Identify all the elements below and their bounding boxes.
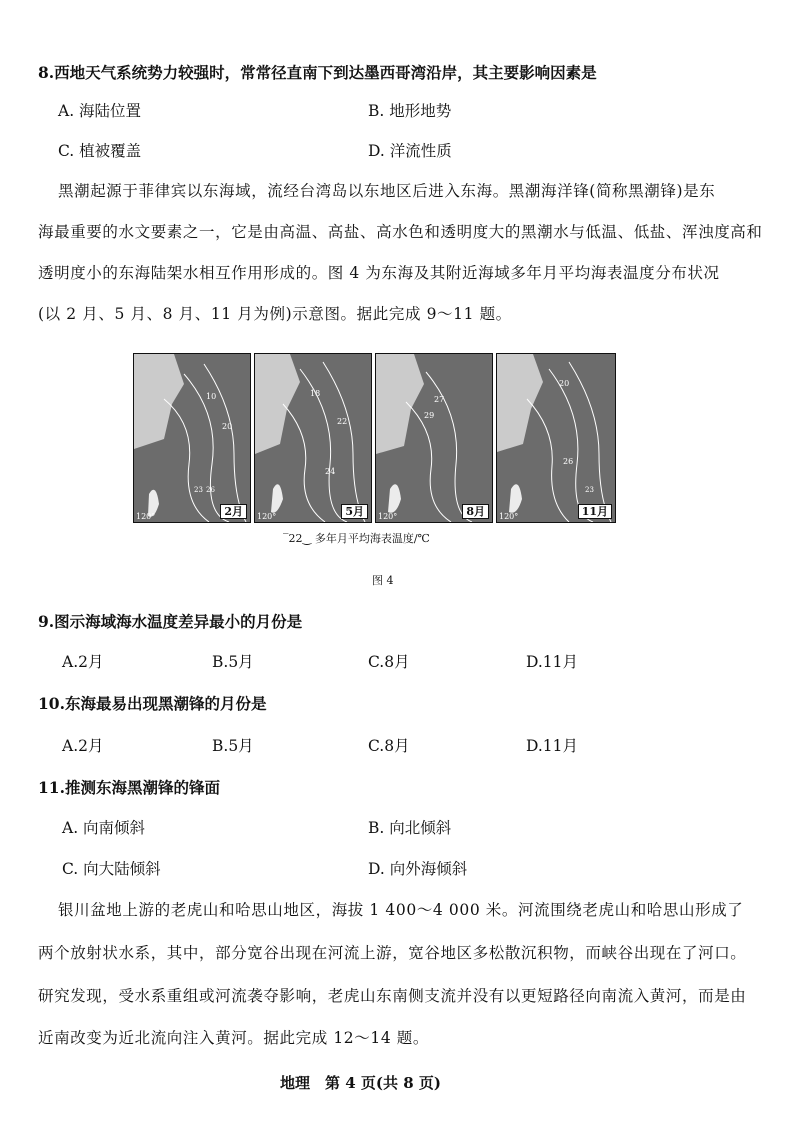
isotherm-label-may-3: 24 (325, 467, 336, 476)
q11-option-b[interactable]: B. 向北倾斜 (368, 819, 452, 837)
figure-4 (133, 353, 616, 525)
month-label-aug: 8月 (462, 504, 489, 519)
month-label-nov: 11月 (578, 504, 612, 519)
lon-label-may: 120° (257, 512, 277, 521)
isotherm-map-may (255, 354, 372, 523)
map-panel-feb (133, 353, 251, 523)
figure-legend: ‾22‿ 多年月平均海表温度/℃ (283, 532, 430, 545)
isotherm-label-may-1: 18 (310, 389, 321, 398)
month-label-may: 5月 (341, 504, 368, 519)
q10-option-d[interactable]: D.11月 (526, 737, 579, 755)
q10-option-a[interactable]: A.2月 (62, 737, 104, 755)
q8-option-d[interactable]: D. 洋流性质 (368, 142, 452, 160)
isotherm-map-nov (497, 354, 616, 523)
q9-option-c[interactable]: C.8月 (368, 653, 410, 671)
map-panel-aug (375, 353, 493, 523)
map-panel-nov (496, 353, 616, 523)
lon-label-aug: 120° (378, 512, 398, 521)
isotherm-label-feb-3: 23 (194, 486, 203, 494)
map-panel-may (254, 353, 372, 523)
isotherm-label-nov-1: 20 (559, 379, 570, 388)
q10-option-c[interactable]: C.8月 (368, 737, 410, 755)
q9-option-d[interactable]: D.11月 (526, 653, 579, 671)
isotherm-label-feb-1: 10 (206, 392, 217, 401)
q11-option-c[interactable]: C. 向大陆倾斜 (62, 860, 161, 878)
passage1-line-2: 海最重要的水文要素之一，它是由高温、高盐、高水色和透明度大的黑潮水与低温、低盐、浑浊度高和 (38, 223, 763, 241)
isotherm-label-feb-2: 20 (222, 422, 233, 431)
q11-option-a[interactable]: A. 向南倾斜 (62, 819, 146, 837)
q8-option-a[interactable]: A. 海陆位置 (58, 102, 142, 120)
isotherm-label-nov-2: 26 (563, 457, 574, 466)
month-label-feb: 2月 (220, 504, 247, 519)
q8-option-b[interactable]: B. 地形地势 (368, 102, 452, 120)
q9-stem: 9.图示海域海水温度差异最小的月份是 (38, 612, 303, 631)
passage1-line-4: (以 2 月、5 月、8 月、11 月为例)示意图。据此完成 9～11 题。 (38, 305, 512, 323)
q9-option-a[interactable]: A.2月 (62, 653, 104, 671)
isotherm-map-aug (376, 354, 493, 523)
q8-stem: 8.西地天气系统势力较强时，常常径直南下到达墨西哥湾沿岸，其主要影响因素是 (38, 63, 597, 82)
figure-caption: 图 4 (372, 574, 394, 587)
isotherm-label-nov-3: 23 (585, 486, 594, 494)
passage1-line-3: 透明度小的东海陆架水相互作用形成的。图 4 为东海及其附近海域多年月平均海表温度分布状况 (38, 264, 720, 282)
passage2-line-4: 近南改变为近北流向注入黄河。据此完成 12～14 题。 (38, 1029, 430, 1047)
q9-option-b[interactable]: B.5月 (212, 653, 254, 671)
q10-option-b[interactable]: B.5月 (212, 737, 254, 755)
passage2-line-2: 两个放射状水系，其中，部分宽谷出现在河流上游，宽谷地区多松散沉积物，而峡谷出现在了河口。 (38, 944, 747, 962)
passage2-line-3: 研究发现，受水系重组或河流袭夺影响，老虎山东南侧支流并没有以更短路径向南流入黄河，而是由 (38, 987, 747, 1005)
isotherm-label-may-2: 22 (337, 417, 348, 426)
isotherm-map-feb (134, 354, 251, 523)
q11-option-d[interactable]: D. 向外海倾斜 (368, 860, 468, 878)
isotherm-label-aug-1: 27 (434, 395, 445, 404)
passage1-line-1: 黑潮起源于菲律宾以东海域，流经台湾岛以东地区后进入东海。黑潮海洋锋(简称黑潮锋)是东 (58, 182, 716, 200)
isotherm-label-aug-2: 29 (424, 411, 435, 420)
passage2-line-1: 银川盆地上游的老虎山和哈思山地区，海拔 1 400～4 000 米。河流围绕老虎山和哈思山形成了 (58, 901, 744, 919)
lon-label-feb: 120° (136, 512, 156, 521)
isotherm-label-feb-4: 26 (206, 486, 215, 494)
lon-label-nov: 120° (499, 512, 519, 521)
q11-stem: 11.推测东海黑潮锋的锋面 (38, 778, 220, 797)
q8-option-c[interactable]: C. 植被覆盖 (58, 142, 142, 160)
q10-stem: 10.东海最易出现黑潮锋的月份是 (38, 694, 267, 713)
page-footer: 地理 第 4 页(共 8 页) (280, 1074, 441, 1092)
